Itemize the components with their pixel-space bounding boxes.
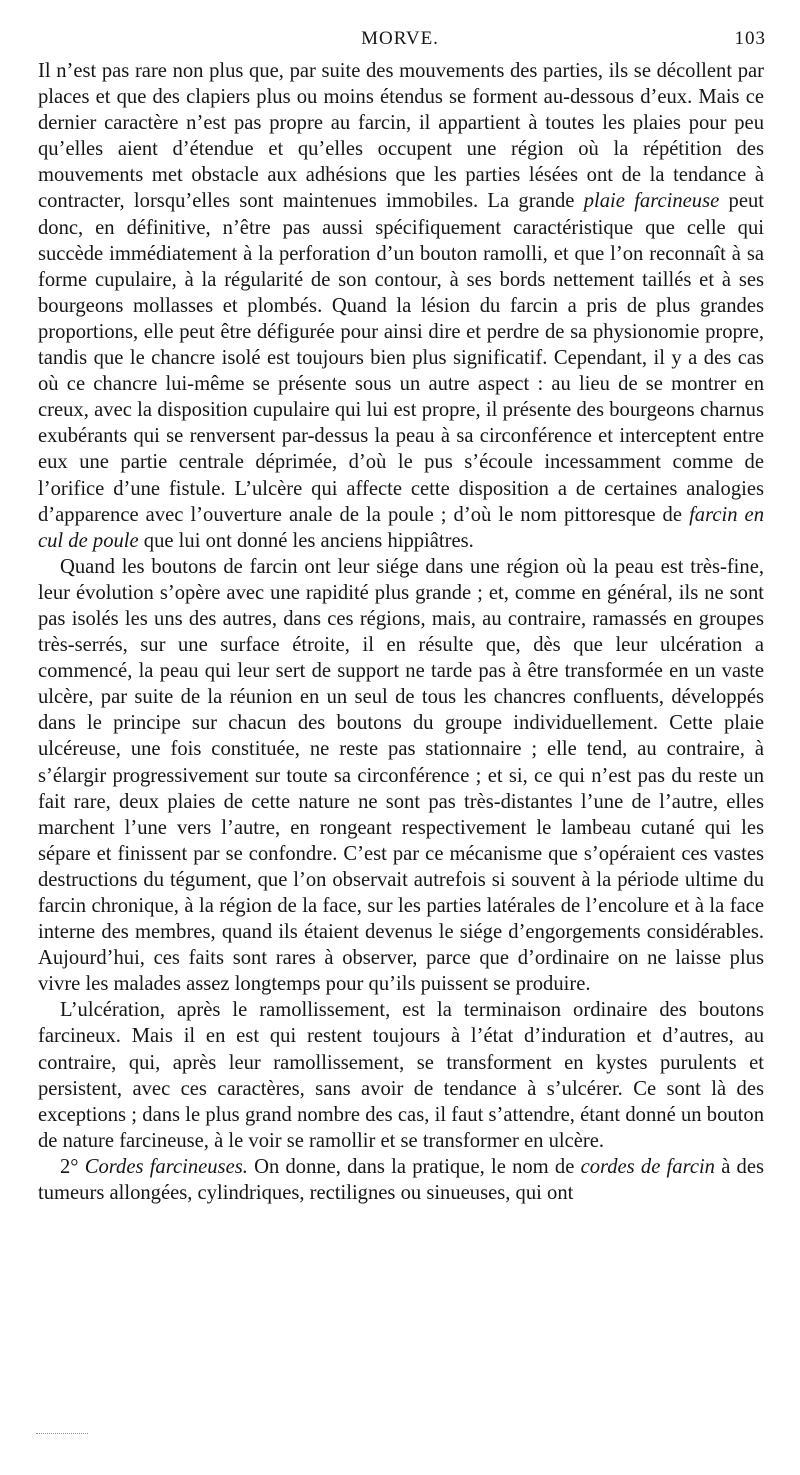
text-segment: On donne, dans la pratique, le nom de bbox=[247, 1155, 581, 1178]
italic-term: cordes de farcin bbox=[580, 1155, 715, 1178]
text-segment: à des tumeurs allongées, cylindriques, rectilignes ou sinueuses, qui ont bbox=[38, 1155, 764, 1205]
page-number: 103 bbox=[734, 28, 766, 49]
text-segment: Quand les boutons de farcin ont leur siége dans une région où la peau est très-fine, leur évolution s’opère avec une rapidité plus grande ; et, comme en général, ils ne sont pas isolés les uns des autres, dans ces régions, mais, au contraire, ramassés en groupes très-serrés, sur une surface étroite, il en résulte que, dès que leur ulcération a commencé, la peau qui leur sert de support ne tarde pas à être transformée en un vaste ulcère, par suite de la réunion en un seul de tous les chancres confluents, développés dans le principe sur chacun des boutons du groupe individuellement. Cette plaie ulcéreuse, une fois constituée, ne reste pas stationnaire ; elle tend, au contraire, à s’élargir progressivement sur toute sa circonférence ; et si, ce qui n’est pas du reste un fait rare, deux plaies de cette nature ne sont pas très-distantes l’une de l’autre, elles marchent l’une vers l’autre, en rongeant respectivement le lambeau cutané qui les sépare et finissent par se confondre. C’est par ce mécanisme que s’opéraient ces vastes destructions du tégument, que l’on observait autrefois si souvent à la période ultime du farcin chronique, à la région de la face, sur les parties latérales de l’encolure et à la face interne des membres, quand ils étaient devenus le siége d’engorgements considérables. Aujourd’hui, ces faits sont rares à observer, parce que d’ordinaire on ne laisse plus vivre les malades assez longtemps pour qu’ils puissent se produire. bbox=[38, 555, 764, 996]
italic-term: plaie farcineuse bbox=[583, 190, 720, 213]
italic-term: farcin en cul de poule bbox=[38, 503, 764, 552]
text-segment: peut donc, en définitive, n’être pas aussi spécifiquement caractéristique que celle qui succède immédiatement à la perforation d’un bouton ramolli, et que l’on reconnaît à sa forme cupulaire, à la régularité de son contour, à ses bords nettement taillés et à ses bourgeons mollasses et plombés. Quand la lésion du farcin a pris de plus grandes proportions, elle peut être défigurée pour ainsi dire et perdre de sa physionomie propre, tandis que le chancre isolé est toujours bien plus significatif. Cependant, il y a des cas où ce chancre lui-même se présente sous un autre aspect : au lieu de se montrer en creux, avec la disposition cupulaire qui lui est propre, il présente des bourgeons charnus exubérants qui se renversent par-dessus la peau à sa circonférence et interceptent entre eux une partie centrale déprimée, d’où le pus s’écoule incessamment comme de l’orifice d’une fistule. L’ulcère qui affecte cette disposition a de certaines analogies d’apparence avec l’ouverture anale de la poule ; d’où le nom pittoresque de bbox=[38, 190, 764, 526]
running-head bbox=[0, 28, 800, 58]
paragraph-3 bbox=[38, 997, 764, 1154]
body-text bbox=[38, 58, 764, 1206]
paragraph-1 bbox=[38, 58, 764, 554]
paragraph-4 bbox=[38, 1154, 764, 1206]
text-segment: L’ulcération, après le ramollissement, est la terminaison ordinaire des boutons farcineux. Mais il en est qui restent toujours à l’état d’induration et d’autres, au contraire, qui, après leur ramollissement, se transforment en kystes purulents et persistent, avec ces caractères, sans avoir de tendance à s’ulcérer. Ce sont là des exceptions ; dans le plus grand nombre des cas, il faut s’attendre, étant donné un bouton de nature farcineuse, à le voir se ramollir et se transformer en ulcère. bbox=[38, 999, 764, 1152]
section-heading: Cordes farcineuses. bbox=[84, 1155, 248, 1178]
paragraph-2 bbox=[38, 554, 764, 998]
footer-dotted-rule bbox=[36, 1433, 88, 1434]
text-segment: que lui ont donné les anciens hippiâtres. bbox=[138, 529, 474, 552]
text-segment: Il n’est pas rare non plus que, par suite des mouvements des parties, ils se décollent par places et que des clapiers plus ou moins étendus se forment au-dessous d’eux. Mais ce dernier caractère n’est pas propre au farcin, il appartient à toutes les plaies pour peu qu’elles aient d’étendue et qu’elles occupent une région où la répétition des mouvements met obstacle aux adhésions que les parties lésées ont de la tendance à contracter, lorsqu’elles sont maintenues immobiles. La grande bbox=[38, 60, 764, 213]
section-number: 2° bbox=[60, 1155, 85, 1178]
running-title: MORVE. bbox=[361, 28, 439, 49]
